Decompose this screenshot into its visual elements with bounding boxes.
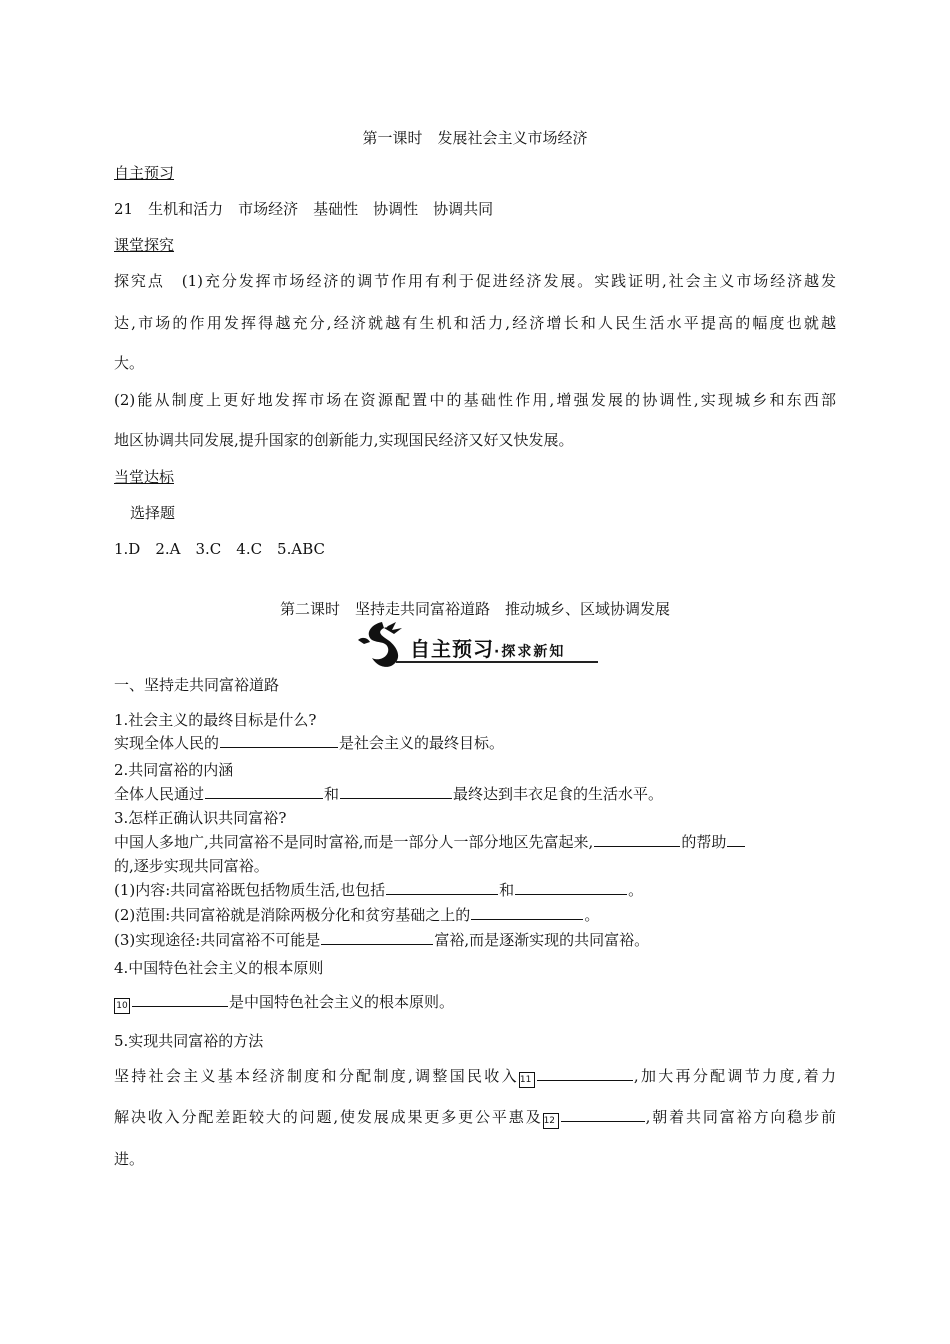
q1-answer-suffix: 是社会主义的最终目标。 — [339, 734, 505, 752]
question-1-answer — [114, 733, 504, 753]
q3-item-1-middle: 和 — [499, 881, 515, 899]
q2-answer-suffix: 最终达到丰衣足食的生活水平。 — [453, 785, 664, 803]
question-3: 3.怎样正确认识共同富裕? — [114, 809, 287, 827]
q5-line-1-prefix: 坚持社会主义基本经济制度和分配制度,调整国民收入 — [114, 1067, 519, 1085]
inquiry-paragraph-2-line-1: (2)能从制度上更好地发挥市场在资源配置中的基础性作用,增强发展的协调性,实现城乡和东西部 — [114, 391, 836, 409]
dragon-icon — [352, 618, 412, 674]
preview-answers: 21 生机和活力 市场经济 基础性 协调性 协调共同 — [114, 200, 494, 218]
preview-heading: 自主预习 — [114, 164, 175, 182]
lesson2-title: 第二课时 坚持走共同富裕道路 推动城乡、区域协调发展 — [279, 600, 670, 618]
inquiry-paragraph-1-line-2: 达,市场的作用发挥得越充分,经济就越有生机和活力,经济增长和人民生活水平提高的幅度也就越 — [114, 314, 836, 332]
lesson1-title: 第一课时 发展社会主义市场经济 — [362, 129, 588, 147]
question-1: 1.社会主义的最终目标是什么? — [114, 711, 317, 729]
banner-underline — [396, 661, 598, 663]
choice-label: 选择题 — [130, 504, 176, 522]
q3-line-1-suffix: 的帮助 — [681, 833, 727, 851]
q4-answer-suffix: 是中国特色社会主义的根本原则。 — [229, 993, 455, 1011]
q3-item-1-prefix: (1)内容:共同富裕既包括物质生活,也包括 — [114, 881, 386, 899]
target-heading: 当堂达标 — [114, 468, 175, 486]
choice-answers: 1.D 2.A 3.C 4.C 5.ABC — [114, 540, 325, 558]
question-5: 5.实现共同富裕的方法 — [114, 1032, 264, 1050]
inquiry-paragraph-1-line-1: 探究点 (1)充分发挥市场经济的调节作用有利于促进经济发展。实践证明,社会主义市场经济越发 — [114, 272, 836, 290]
blank-field[interactable] — [386, 880, 498, 895]
question-5-line-3: 进。 — [114, 1150, 145, 1168]
answer-number-badge: 11 — [519, 1072, 535, 1088]
inquiry-paragraph-1-line-3: 大。 — [114, 354, 145, 372]
q2-answer-prefix: 全体人民通过 — [114, 785, 205, 803]
blank-field[interactable] — [471, 905, 583, 920]
q5-line-2-prefix: 解决收入分配差距较大的问题,使发展成果更多更公平惠及 — [114, 1108, 543, 1126]
answer-number-badge: 12 — [543, 1113, 559, 1129]
question-3-item-2 — [114, 905, 599, 925]
blank-field[interactable] — [515, 880, 627, 895]
q3-item-3-prefix: (3)实现途径:共同富裕不可能是 — [114, 931, 321, 949]
banner-main-text: 自主预习 — [410, 637, 494, 661]
q3-line-1-prefix: 中国人多地广,共同富裕不是同时富裕,而是一部分人一部分地区先富起来, — [114, 833, 594, 851]
question-4: 4.中国特色社会主义的根本原则 — [114, 959, 324, 977]
inquiry-heading: 课堂探究 — [114, 236, 175, 254]
inquiry-paragraph-2-line-2: 地区协调共同发展,提升国家的创新能力,实现国民经济又好又快发展。 — [114, 431, 574, 449]
question-3-item-1 — [114, 880, 643, 900]
question-3-item-3 — [114, 930, 649, 950]
section-1-heading: 一、坚持走共同富裕道路 — [114, 676, 280, 694]
blank-field[interactable] — [205, 784, 323, 799]
banner-text — [410, 633, 565, 662]
question-4-answer — [114, 992, 454, 1014]
blank-field[interactable] — [132, 992, 228, 1007]
preview-banner — [352, 618, 598, 674]
question-3-line-2: 的,逐步实现共同富裕。 — [114, 857, 269, 875]
question-5-line-2 — [114, 1107, 836, 1129]
blank-field[interactable] — [340, 784, 452, 799]
q1-answer-prefix: 实现全体人民的 — [114, 734, 220, 752]
blank-field[interactable] — [537, 1066, 633, 1081]
q3-item-2-prefix: (2)范围:共同富裕就是消除两极分化和贫穷基础之上的 — [114, 906, 471, 924]
q3-item-2-suffix: 。 — [584, 906, 600, 924]
blank-field[interactable] — [594, 832, 680, 847]
q2-answer-middle: 和 — [324, 785, 340, 803]
question-2: 2.共同富裕的内涵 — [114, 761, 234, 779]
question-5-line-1 — [114, 1066, 836, 1088]
blank-field[interactable] — [220, 733, 338, 748]
blank-field[interactable] — [727, 832, 745, 847]
q3-item-1-suffix: 。 — [628, 881, 644, 899]
q5-line-1-suffix: ,加大再分配调节力度,着力 — [633, 1067, 836, 1085]
q5-line-2-suffix: ,朝着共同富裕方向稳步前 — [645, 1108, 836, 1126]
question-2-answer — [114, 784, 663, 804]
blank-field[interactable] — [561, 1107, 645, 1122]
blank-field[interactable] — [321, 930, 433, 945]
answer-number-badge: 10 — [114, 998, 130, 1014]
banner-sub-text: ·探求新知 — [494, 644, 566, 660]
q3-item-3-suffix: 富裕,而是逐渐实现的共同富裕。 — [434, 931, 650, 949]
question-3-line-1 — [114, 832, 746, 852]
